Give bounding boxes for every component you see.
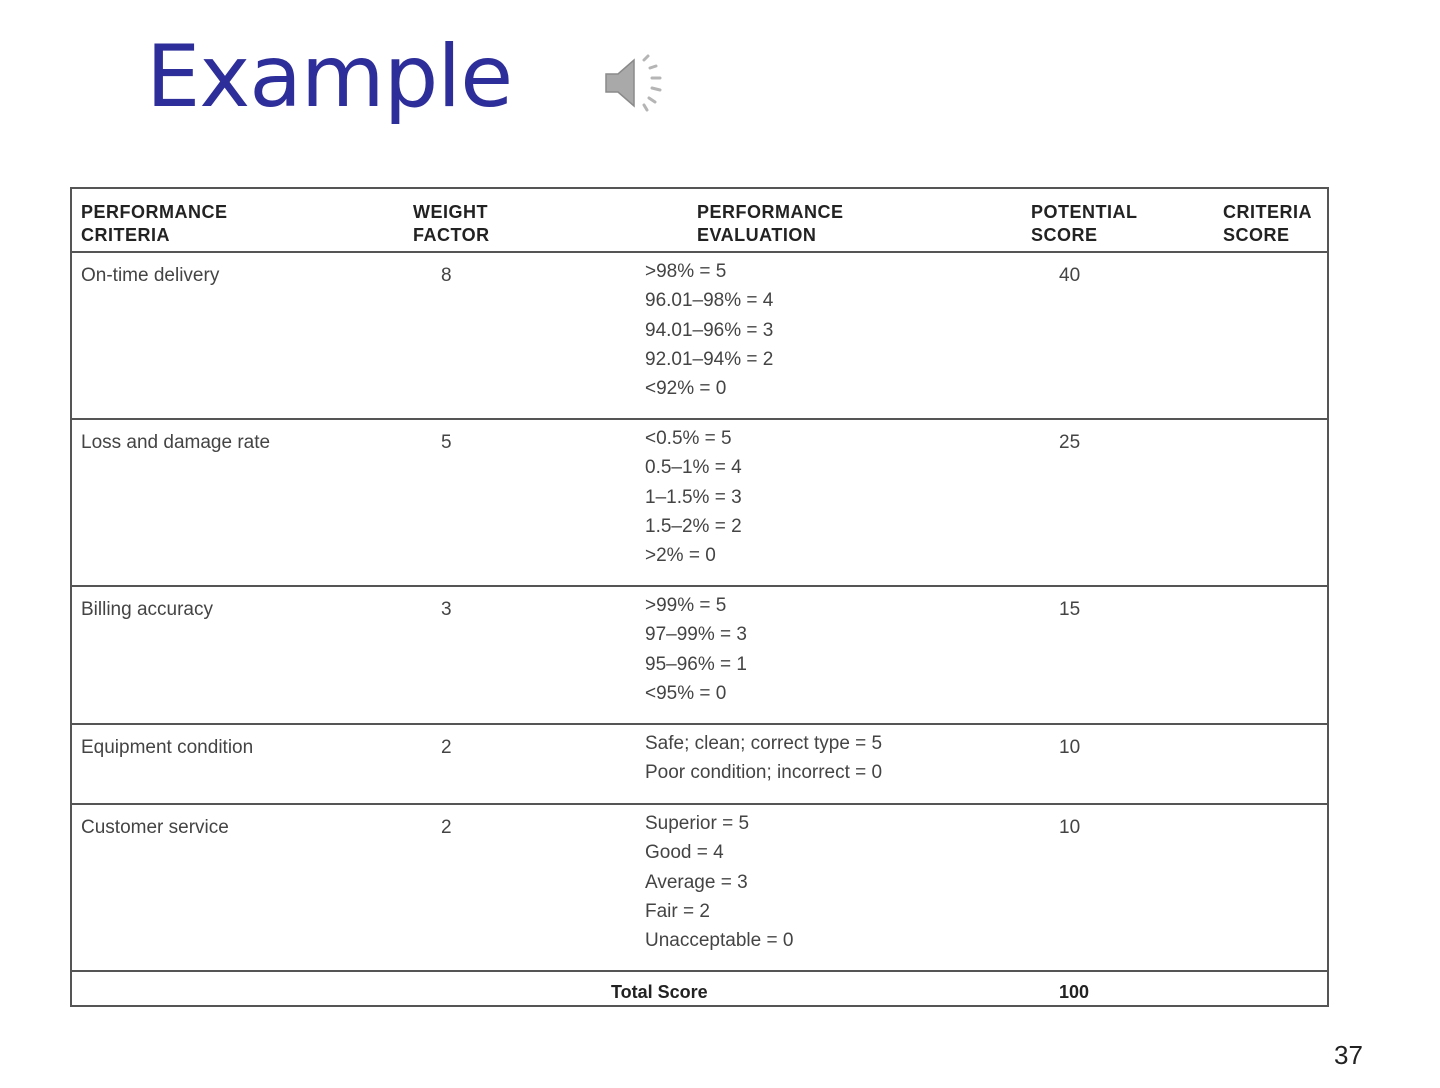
criteria-cell: Billing accuracy — [71, 586, 401, 724]
criteria-score-cell — [1213, 252, 1328, 419]
evaluation-line: 92.01–94% = 2 — [645, 348, 774, 370]
evaluation-line: 95–96% = 1 — [645, 653, 747, 675]
evaluation-cell — [645, 586, 1021, 724]
table-row — [71, 724, 1328, 804]
supplier-scorecard-table — [70, 187, 1329, 1007]
evaluation-line: Average = 3 — [645, 871, 748, 893]
evaluation-line: Good = 4 — [645, 842, 724, 864]
header-performance-evaluation — [645, 188, 1021, 252]
header-potential-score: POTENTIAL SCORE — [1021, 188, 1213, 252]
evaluation-line: >99% = 5 — [645, 595, 727, 616]
table-header-row — [71, 188, 1328, 252]
total-spacer — [1213, 971, 1328, 1006]
total-score-label — [611, 971, 1021, 1006]
slide-title: Example — [146, 27, 513, 127]
evaluation-cell — [645, 804, 1021, 971]
header-weight-factor — [401, 188, 645, 252]
evaluation-line: 97–99% = 3 — [645, 624, 747, 646]
criteria-score-cell — [1213, 586, 1328, 724]
evaluation-line: <95% = 0 — [645, 682, 727, 704]
table-row — [71, 804, 1328, 971]
weight-cell: 2 — [401, 724, 645, 804]
evaluation-line: Unacceptable = 0 — [645, 930, 794, 952]
weight-cell: 3 — [401, 586, 645, 724]
table-row — [71, 419, 1328, 586]
evaluation-line: 1.5–2% = 2 — [645, 515, 742, 537]
total-row — [71, 971, 1328, 1006]
header-evaluation-label: PERFORMANCE EVALUATION — [697, 202, 844, 245]
evaluation-line: 0.5–1% = 4 — [645, 457, 742, 479]
weight-cell: 2 — [401, 804, 645, 971]
evaluation-line: Superior = 5 — [645, 813, 750, 834]
criteria-cell: Equipment condition — [71, 724, 401, 804]
page-number: 37 — [1334, 1040, 1363, 1070]
criteria-cell: On-time delivery — [71, 252, 401, 419]
total-spacer — [71, 971, 401, 1006]
evaluation-cell — [645, 252, 1021, 419]
header-criteria-score: CRITERIA SCORE — [1213, 188, 1328, 252]
evaluation-line: Poor condition; incorrect = 0 — [645, 762, 883, 784]
evaluation-line: Fair = 2 — [645, 900, 710, 922]
weight-cell: 8 — [401, 252, 645, 419]
weight-cell: 5 — [401, 419, 645, 586]
evaluation-cell — [645, 724, 1021, 804]
criteria-cell: Loss and damage rate — [71, 419, 401, 586]
potential-score-cell: 40 — [1021, 252, 1213, 419]
evaluation-line: >98% = 5 — [645, 261, 727, 282]
speaker-icon[interactable] — [600, 50, 670, 116]
criteria-cell: Customer service — [71, 804, 401, 971]
potential-score-cell: 10 — [1021, 724, 1213, 804]
evaluation-cell — [645, 419, 1021, 586]
total-potential-score: 100 — [1021, 971, 1213, 1006]
potential-score-cell: 15 — [1021, 586, 1213, 724]
evaluation-line: 1–1.5% = 3 — [645, 486, 742, 508]
total-spacer — [401, 971, 645, 1006]
table-row — [71, 586, 1328, 724]
header-weight-label: WEIGHT FACTOR — [413, 202, 490, 245]
evaluation-line: <92% = 0 — [645, 378, 727, 400]
evaluation-line: 96.01–98% = 4 — [645, 290, 774, 312]
table-row — [71, 252, 1328, 419]
potential-score-cell: 10 — [1021, 804, 1213, 971]
evaluation-line: <0.5% = 5 — [645, 428, 732, 449]
potential-score-cell: 25 — [1021, 419, 1213, 586]
evaluation-line: >2% = 0 — [645, 545, 716, 567]
criteria-score-cell — [1213, 804, 1328, 971]
criteria-score-cell — [1213, 724, 1328, 804]
evaluation-line: 94.01–96% = 3 — [645, 319, 774, 341]
header-performance-criteria: PERFORMANCE CRITERIA — [71, 188, 401, 252]
evaluation-line: Safe; clean; correct type = 5 — [645, 733, 883, 754]
criteria-score-cell — [1213, 419, 1328, 586]
total-score-label-text: Total Score — [611, 982, 708, 1002]
